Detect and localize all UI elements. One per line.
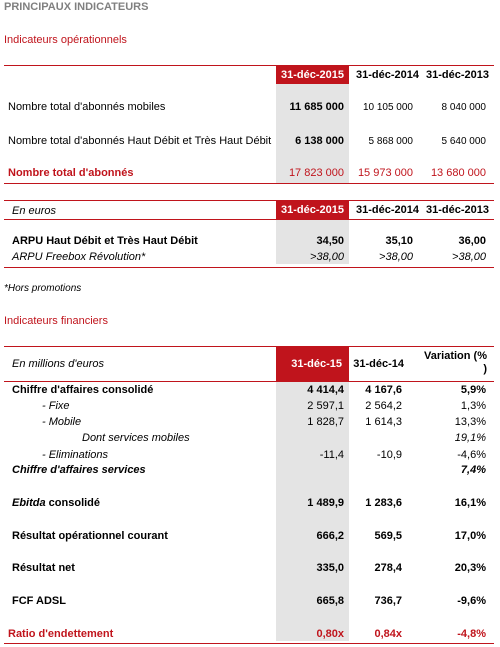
fin-row-label: FCF ADSL <box>12 595 66 607</box>
fin-row-value-15: 1 489,9 <box>307 497 344 509</box>
fin-row-variation: 7,4% <box>460 464 486 476</box>
fin-row-variation: 5,9% <box>460 384 486 396</box>
ops-header-2015: 31-déc-2015 <box>276 66 349 84</box>
fin-ebitda-word: Ebitda <box>12 497 46 509</box>
fin-header-2014: 31-déc-14 <box>353 358 404 370</box>
fin-row-value-14: 736,7 <box>374 595 402 607</box>
ops-row-value-2013: 8 040 000 <box>441 102 486 113</box>
fin-row-variation: 20,3% <box>454 562 486 574</box>
fin-header-variation-line1: Variation (% <box>424 350 487 362</box>
fin-ratio-value-14: 0,84x <box>374 628 402 640</box>
fin-row-variation: 19,1% <box>454 432 486 444</box>
fin-row-label: Chiffre d'affaires consolidé <box>12 384 154 396</box>
fin-unit-label: En millions d'euros <box>12 358 104 370</box>
fin-row-label <box>12 497 100 509</box>
arpu-header-2013: 31-déc-2013 <box>426 204 489 216</box>
ops-row-label: Nombre total d'abonnés mobiles <box>8 101 166 113</box>
fin-row-value-14: 1 614,3 <box>365 416 402 428</box>
arpu-row-label: ARPU Haut Débit et Très Haut Débit <box>12 235 198 247</box>
arpu-row-value-2014: 35,10 <box>385 235 413 247</box>
fin-ratio-label: Ratio d'endettement <box>8 628 114 640</box>
fin-row-label: - Mobile <box>42 416 82 428</box>
fin-section-title: Indicateurs financiers <box>4 315 108 327</box>
fin-row-value-14: 4 167,6 <box>365 384 402 396</box>
fin-ebitda-suffix: consolidé <box>45 497 101 509</box>
ops-total-value-2014: 15 973 000 <box>357 167 413 179</box>
fin-row-value-14: 1 283,6 <box>365 497 402 509</box>
fin-row-label: Résultat net <box>12 562 75 574</box>
fin-row-variation: 16,1% <box>454 497 486 509</box>
arpu-bottom-rule <box>4 267 494 268</box>
fin-row-value-14: 2 564,2 <box>365 400 402 412</box>
arpu-header-rule <box>4 219 494 220</box>
ops-total-value-2015: 17 823 000 <box>288 167 344 179</box>
fin-row-value-14: 569,5 <box>374 530 402 542</box>
fin-header-2015: 31-déc-15 <box>276 347 349 381</box>
fin-row-label: - Eliminations <box>42 449 109 461</box>
arpu-row-value-2013: >38,00 <box>452 251 486 263</box>
fin-row-value-15: 666,2 <box>316 530 344 542</box>
fin-row-variation: -9,6% <box>457 595 486 607</box>
fin-bottom-rule <box>4 643 494 644</box>
arpu-row-value-2013: 36,00 <box>458 235 486 247</box>
ops-row-value-2015: 6 138 000 <box>295 135 344 147</box>
fin-row-value-14: -10,9 <box>376 449 402 461</box>
arpu-unit-label: En euros <box>12 205 57 217</box>
fin-row-value-15: 4 414,4 <box>307 384 344 396</box>
arpu-footnote: *Hors promotions <box>4 283 82 294</box>
ops-header-2013: 31-déc-2013 <box>426 69 489 81</box>
ops-row-value-2014: 10 105 000 <box>362 102 413 113</box>
fin-row-variation: 17,0% <box>454 530 486 542</box>
ops-row-value-2013: 5 640 000 <box>441 136 486 147</box>
arpu-row-value-2015: 34,50 <box>316 235 344 247</box>
ops-header-2014: 31-déc-2014 <box>356 69 419 81</box>
arpu-header-2015: 31-déc-2015 <box>276 201 349 219</box>
ops-row-value-2015: 11 685 000 <box>289 101 344 113</box>
arpu-row-value-2014: >38,00 <box>379 251 413 263</box>
ops-total-label: Nombre total d'abonnés <box>8 167 134 179</box>
fin-row-variation: 1,3% <box>460 400 486 412</box>
ops-section-title: Indicateurs opérationnels <box>4 34 127 46</box>
ops-row-value-2014: 5 868 000 <box>368 136 413 147</box>
fin-row-label: - Fixe <box>42 400 70 412</box>
fin-row-value-14: 278,4 <box>374 562 402 574</box>
arpu-row-value-2015: >38,00 <box>310 251 344 263</box>
fin-ratio-value-15: 0,80x <box>316 628 344 640</box>
fin-row-value-15: -11,4 <box>319 449 344 461</box>
fin-header-variation <box>404 350 487 376</box>
ops-total-value-2013: 13 680 000 <box>430 167 486 179</box>
fin-row-value-15: 1 828,7 <box>307 416 344 428</box>
ops-row-label: Nombre total d'abonnés Haut Débit et Très Haut Débit <box>8 135 272 147</box>
fin-row-label: Chiffre d'affaires services <box>12 464 146 476</box>
fin-row-value-15: 335,0 <box>316 562 344 574</box>
fin-row-label: Dont services mobiles <box>82 432 190 444</box>
fin-ratio-variation: -4,8% <box>457 628 486 640</box>
arpu-header-2014: 31-déc-2014 <box>356 204 419 216</box>
fin-top-rule <box>4 346 494 347</box>
fin-row-variation: -4,6% <box>457 449 486 461</box>
fin-row-label: Résultat opérationnel courant <box>12 530 168 542</box>
arpu-row-label: ARPU Freebox Révolution* <box>12 251 146 263</box>
fin-row-variation: 13,3% <box>454 416 486 428</box>
fin-row-value-15: 2 597,1 <box>307 400 344 412</box>
fin-header-variation-line2: ) <box>483 363 487 375</box>
page-title: PRINCIPAUX INDICATEURS <box>4 1 149 13</box>
fin-header-rule <box>4 381 494 382</box>
fin-row-value-15: 665,8 <box>316 595 344 607</box>
ops-bottom-rule <box>4 183 494 184</box>
